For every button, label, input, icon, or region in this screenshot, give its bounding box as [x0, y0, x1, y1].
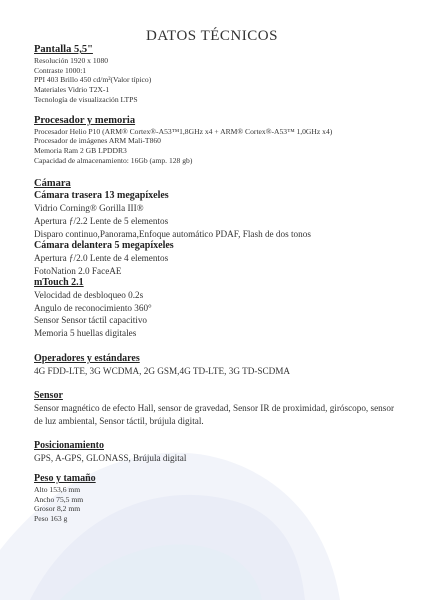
- camara-trasera-line: Disparo continuo,Panorama,Enfoque automático PDAF, Flash de dos tonos: [34, 228, 311, 239]
- operadores-heading: Operadores y estándares: [34, 352, 140, 364]
- camara-trasera-line: Apertura ƒ/2.2 Lente de 5 elementos: [34, 215, 169, 226]
- pantalla-heading: Pantalla 5,5": [34, 44, 93, 55]
- camara-delantera-heading: Cámara delantera 5 megapíxeles: [34, 240, 174, 252]
- sensor-text: Sensor magnético de efecto Hall, sensor de gravedad, Sensor IR de proximidad, giróscopo, sensor de luz ambiental, Sensor táctil, brújula digital.: [34, 403, 395, 426]
- peso-line: Peso 163 g: [34, 514, 68, 524]
- procesador-heading: Procesador y memoria: [34, 114, 136, 126]
- section-operadores: [34, 353, 404, 378]
- procesador-line: Capacidad de almacenamiento: 16Gb (amp. 128 gb): [34, 155, 193, 165]
- procesador-line: Memoria Ram 2 GB LPDDR3: [34, 145, 127, 155]
- posicionamiento-heading: Posicionamiento: [34, 440, 104, 452]
- mtouch-line: Velocidad de desbloqueo 0.2s: [34, 290, 144, 301]
- section-procesador: [34, 115, 404, 166]
- mtouch-line: Memoria 5 huellas digitales: [34, 328, 137, 339]
- section-pantalla: [34, 44, 404, 105]
- posicionamiento-line: GPS, A-GPS, GLONASS, Brújula digital: [34, 453, 187, 464]
- camara-heading: Cámara: [34, 178, 71, 190]
- peso-line: Alto 153,6 mm: [34, 485, 81, 495]
- peso-line: Grosor 8,2 mm: [34, 504, 81, 514]
- sensor-heading: Sensor: [34, 390, 63, 402]
- camara-delantera-line: Apertura ƒ/2.0 Lente de 4 elementos: [34, 253, 169, 264]
- mtouch-heading: mTouch 2.1: [34, 277, 84, 289]
- section-camara: [34, 178, 404, 339]
- peso-line: Ancho 75,5 mm: [34, 494, 84, 504]
- page-title: DATOS TÉCNICOS: [146, 28, 278, 44]
- pantalla-line: Materiales Vidrio T2X-1: [34, 85, 110, 95]
- camara-trasera-line: Vidrio Corning® Gorilla III®: [34, 203, 144, 214]
- pantalla-line: Tecnología de visualización LTPS: [34, 94, 138, 104]
- section-peso: [34, 473, 404, 524]
- pantalla-line: PPI 403 Brillo 450 cd/m²(Valor típico): [34, 75, 152, 85]
- pantalla-line: Resolución 1920 x 1080: [34, 56, 109, 65]
- procesador-line: Procesador de imágenes ARM Mali-T860: [34, 136, 161, 146]
- procesador-line: Procesador Helio P10 (ARM® Cortex®-A53™1,8GHz x4 + ARM® Cortex®-A53™ 1,0GHz x4): [34, 126, 333, 136]
- pantalla-line: Contraste 1000:1: [34, 65, 87, 75]
- peso-heading: Peso y tamaño: [34, 473, 96, 485]
- section-sensor: [34, 390, 404, 427]
- spec-content: [34, 44, 404, 524]
- camara-delantera-line: FotoNation 2.0 FaceAE: [34, 265, 122, 276]
- operadores-line: 4G FDD-LTE, 3G WCDMA, 2G GSM,4G TD-LTE, 3G TD-SCDMA: [34, 365, 291, 376]
- mtouch-line: Angulo de reconocimiento 360°: [34, 302, 152, 313]
- camara-trasera-heading: Cámara trasera 13 megapíxeles: [34, 190, 169, 202]
- mtouch-line: Sensor Sensor táctil capacitivo: [34, 315, 148, 326]
- section-posicionamiento: [34, 440, 404, 465]
